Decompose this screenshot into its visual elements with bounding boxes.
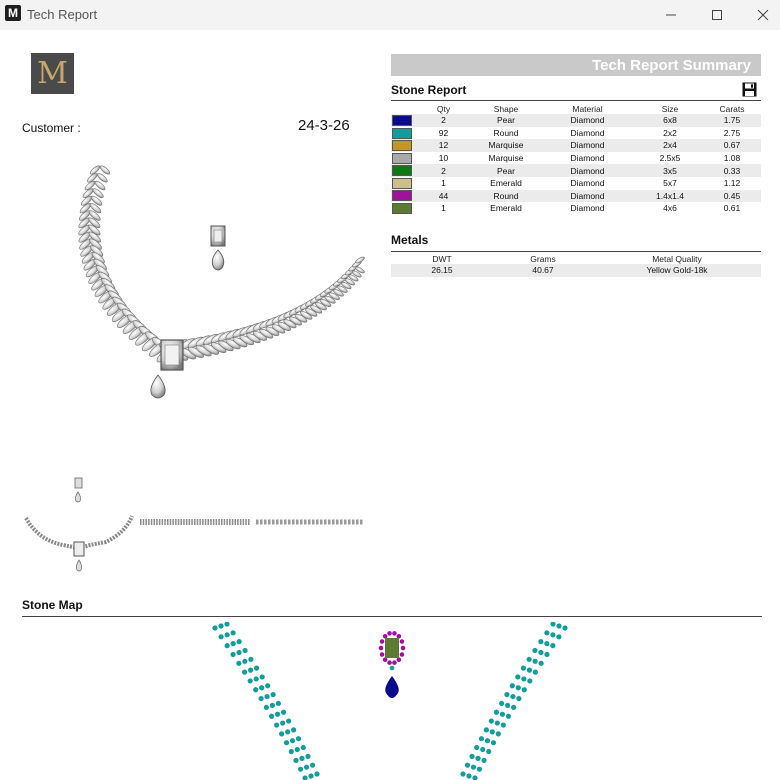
cell-size: 4x6 (663, 203, 677, 214)
cell-size: 2x4 (637, 139, 703, 152)
metals-row (391, 264, 761, 277)
minimize-icon (665, 9, 677, 21)
stone-color-swatch (392, 178, 412, 189)
metals-divider (391, 251, 761, 252)
close-icon (757, 9, 769, 21)
cell-carats: 1.08 (723, 153, 741, 164)
swatch-header (391, 103, 413, 114)
cell-dwt: 26.15 (391, 264, 493, 277)
stone-row (391, 177, 761, 190)
stone-row (391, 127, 761, 140)
stone-row (391, 190, 761, 203)
cell-carats: 0.67 (703, 139, 761, 152)
cell-carats: 1.12 (723, 178, 741, 189)
stone-map-title: Stone Map (22, 598, 83, 612)
cell-size: 2x2 (663, 127, 677, 138)
cell-material: Diamond (538, 164, 637, 177)
app-logo-icon: M (5, 5, 21, 21)
cell-shape: Emerald (490, 178, 522, 189)
cell-size: 2.5x5 (659, 153, 681, 164)
close-button[interactable] (740, 0, 780, 30)
window-title: Tech Report (27, 7, 98, 22)
metals-title: Metals (391, 233, 429, 247)
stone-color-cell (391, 139, 413, 152)
stone-color-swatch (392, 128, 412, 139)
col-header-grams: Grams (530, 253, 556, 264)
cell-carats: 0.33 (703, 164, 761, 177)
maximize-icon (711, 9, 723, 21)
stone-report-header-row (391, 103, 761, 114)
stone-color-cell (391, 152, 413, 165)
cell-shape: Emerald (490, 203, 522, 214)
col-header-qty: Qty (436, 103, 451, 114)
cell-material: Diamond (538, 114, 637, 127)
logo-letter: M (37, 56, 68, 91)
cell-carats: 0.45 (703, 190, 761, 203)
cell-material: Diamond (570, 127, 605, 138)
col-header-material: Material (572, 103, 603, 114)
metals-table (391, 253, 761, 277)
stone-color-cell (391, 114, 413, 127)
cell-qty: 1 (441, 203, 446, 214)
stone-row (391, 152, 761, 165)
stone-row (391, 202, 761, 215)
stone-color-swatch (392, 140, 412, 151)
cell-shape: Pear (474, 114, 538, 127)
maximize-button[interactable] (694, 0, 740, 30)
cell-material: Diamond (570, 153, 605, 164)
cell-carats: 0.61 (723, 203, 741, 214)
stone-color-cell (391, 190, 413, 203)
stone-color-cell (391, 177, 413, 190)
cell-shape: Marquise (488, 153, 524, 164)
cell-carats: 2.75 (723, 127, 741, 138)
stone-color-swatch (392, 190, 412, 201)
col-header-carats: Carats (719, 103, 745, 114)
stone-row (391, 114, 761, 127)
cell-qty: 10 (438, 153, 449, 164)
cell-qty: 44 (413, 190, 474, 203)
stone-color-swatch (392, 153, 412, 164)
stone-row (391, 164, 761, 177)
cell-shape: Marquise (474, 139, 538, 152)
stone-color-swatch (392, 203, 412, 214)
customer-label: Customer : (22, 121, 81, 135)
minimize-button[interactable] (648, 0, 694, 30)
company-logo (31, 53, 74, 94)
title-bar (0, 0, 780, 30)
stone-color-cell (391, 127, 413, 140)
cell-material: Diamond (570, 178, 605, 189)
cell-qty: 2 (413, 164, 474, 177)
save-icon[interactable] (742, 82, 757, 97)
cell-metal-quality: Yellow Gold-18k (593, 264, 761, 277)
cell-shape: Round (493, 127, 519, 138)
cell-size: 3x5 (637, 164, 703, 177)
cell-qty: 2 (413, 114, 474, 127)
summary-header (391, 54, 761, 76)
col-header-dwt: DWT (432, 253, 452, 264)
necklace-views-strip (18, 470, 368, 582)
cell-grams: 40.67 (493, 264, 593, 277)
cell-qty: 1 (441, 178, 446, 189)
stone-report-title: Stone Report (391, 83, 467, 97)
report-date: 24-3-26 (298, 117, 350, 134)
cell-qty: 92 (438, 127, 449, 138)
col-header-size: Size (661, 103, 679, 114)
stone-report-table (391, 103, 761, 215)
cell-shape: Pear (474, 164, 538, 177)
col-header-shape: Shape (493, 103, 519, 114)
cell-size: 6x8 (637, 114, 703, 127)
metals-header-row (391, 253, 761, 264)
necklace-render (60, 150, 370, 405)
stone-color-swatch (392, 165, 412, 176)
cell-carats: 1.75 (703, 114, 761, 127)
stone-map-divider (22, 616, 762, 617)
cell-qty: 12 (413, 139, 474, 152)
summary-title: Tech Report Summary (592, 57, 751, 74)
stone-row (391, 139, 761, 152)
cell-size: 1.4x1.4 (637, 190, 703, 203)
cell-material: Diamond (570, 203, 605, 214)
stone-color-swatch (392, 115, 412, 126)
cell-size: 5x7 (663, 178, 677, 189)
cell-shape: Round (474, 190, 538, 203)
stone-color-cell (391, 164, 413, 177)
stone-report-divider (391, 100, 761, 101)
cell-material: Diamond (538, 139, 637, 152)
stone-color-cell (391, 202, 413, 215)
cell-material: Diamond (538, 190, 637, 203)
col-header-metal-quality: Metal Quality (652, 253, 702, 264)
stone-map (200, 622, 580, 780)
